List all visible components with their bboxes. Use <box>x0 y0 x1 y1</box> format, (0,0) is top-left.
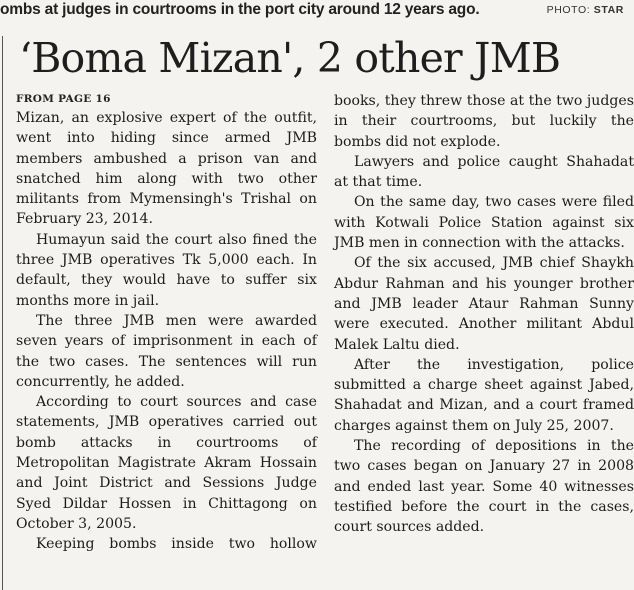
paragraph: Lawyers and police caught Shahadat at that time. <box>334 153 634 191</box>
headline: ‘Boma Mizan', 2 other JMB <box>19 34 561 82</box>
photo-caption <box>0 0 634 26</box>
paragraph: The recording of depositions in the two cases began on January 27 in 2008 and ended last year. Some 40 witnesses testified before the court in the cases, court sources added. <box>334 438 634 536</box>
paragraph: After the investigation, police submitted a charge sheet against Jabed, Shahadat and Mizan, and a court framed charges against them on July 25, 2007. <box>334 356 634 434</box>
article-column-2 <box>334 91 634 538</box>
caption-text: ombs at judges in courtrooms in the port city around 12 years ago. <box>0 1 480 18</box>
paragraph: Keeping bombs inside two hollow <box>36 536 317 553</box>
article-column-1 <box>16 91 317 555</box>
paragraph: Of the six accused, JMB chief Shaykh Abdur Rahman and his younger brother and JMB leader Ataur Rahman Sunny were executed. Another militant Abdul Malek Laltu died. <box>334 255 634 353</box>
column-rule <box>2 36 3 590</box>
paragraph: Mizan, an explosive expert of the outfit, went into hiding since armed JMB members ambushed a prison van and snatched him along with two other militants from Mymensingh's Trishal on February 23, 2014. <box>16 110 317 228</box>
paragraph: Humayun said the court also fined the three JMB operatives Tk 5,000 each. In default, they would have to suffer six months more in jail. <box>16 231 317 309</box>
jump-line: FROM PAGE 16 <box>16 93 111 105</box>
credit-source: STAR <box>593 4 624 16</box>
paragraph: The three JMB men were awarded seven years of imprisonment in each of the two cases. The sentences will run concurrently, he added. <box>16 312 317 390</box>
credit-label: PHOTO: <box>546 4 594 16</box>
paragraph: According to court sources and case statements, JMB operatives carried out bomb attacks in courtrooms of Metropolitan Magistrate Akram Hossain and Joint District and Sessions Judge Syed Dildar Hossen in Chittagong on October 3, 2005. <box>16 394 317 532</box>
paragraph: books, they threw those at the two judges in their courtrooms, but luckily the bombs did not explode. <box>334 93 634 150</box>
paragraph: On the same day, two cases were filed with Kotwali Police Station against six JMB men in connection with the attacks. <box>334 194 634 252</box>
photo-credit <box>547 4 624 16</box>
